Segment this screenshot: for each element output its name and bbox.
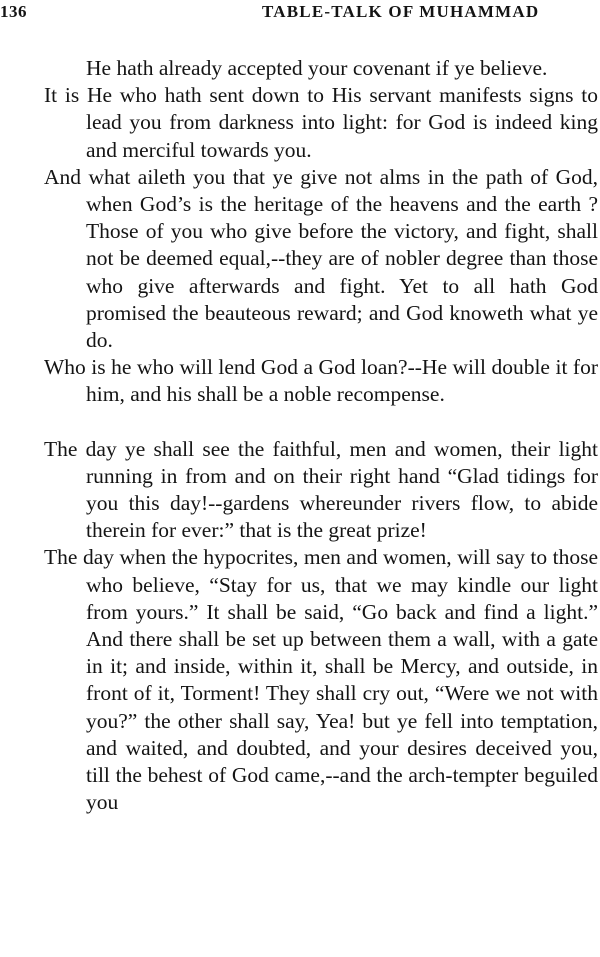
verse-paragraph: The day when the hypocrites, men and women, will say to those who believe, “Stay for us, that we may kindle our light from yours.” It shall be said, “Go back and find a light.” And there shall be set up between them a wall, with a gate in it; and inside, within it, shall be Mercy, and outside, in front of it, Torment! They shall cry out, “Were we not with you?” the other shall say, Yea! but ye fell into temptation, and waited, and doubted, and your desires deceived you, till the behest of God came,--and the arch-tempter beguiled you: [44, 545, 598, 815]
verse-paragraph: And what aileth you that ye give not alms in the path of God, when God’s is the heritage of the heavens and the earth ? Those of you who give before the victory, and fight, shall not be deemed equal,--they are of nobler degree than those who give afterwards and fight. Yet to all hath God promised the beauteous reward; and God knoweth what ye do.: [44, 164, 598, 353]
body-text: [44, 55, 598, 816]
verse-paragraph: Who is he who will lend God a God loan?--He will double it for him, and his shall be a noble recompense.: [44, 355, 598, 407]
verse-paragraph: He hath already accepted your covenant if ye believe.: [86, 56, 548, 80]
page-number: 136: [0, 2, 27, 21]
verse-paragraph: It is He who hath sent down to His servant manifests signs to lead you from darkness into light: for God is indeed king and merciful towards you.: [44, 83, 598, 162]
running-title: TABLE-TALK OF MUHAMMAD: [262, 2, 540, 21]
verse-paragraph: The day ye shall see the faithful, men and women, their light running in from and on their right hand “Glad tidings for you this day!--gardens whereunder rivers flow, to abide therein for ever:” that is the great prize!: [44, 436, 598, 543]
page-header: [0, 0, 600, 26]
